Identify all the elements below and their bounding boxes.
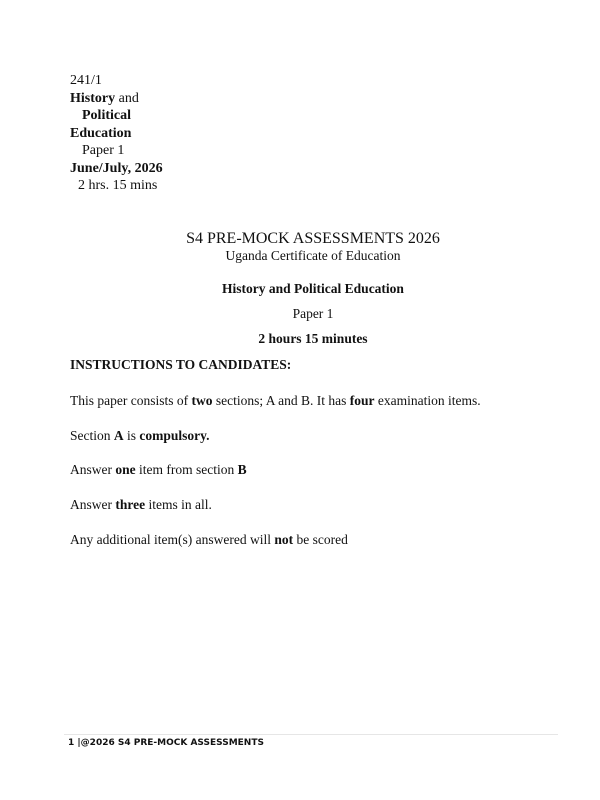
instruction-sections: This paper consists of two sections; A and B. It has four examination items.: [70, 393, 481, 408]
instruction-additional-items: Any additional item(s) answered will not be scored: [70, 532, 348, 547]
exam-date: June/July, 2026: [70, 160, 163, 176]
subject-history: History: [70, 90, 116, 106]
instruction-section-b: Answer one item from section B: [70, 462, 247, 477]
subject-line-2: Political: [82, 108, 131, 123]
page-footer: 1 |@2026 S4 PRE-MOCK ASSESSMENTS: [68, 738, 264, 748]
instruction-total-items: Answer three items in all.: [70, 497, 212, 512]
certificate-name: Uganda Certificate of Education: [225, 248, 401, 263]
paper-title: Paper 1: [292, 306, 334, 321]
instruction-compulsory: Section A is compulsory.: [70, 428, 210, 443]
subject-and: and: [115, 90, 139, 106]
exam-time: 2 hrs. 15 mins: [78, 178, 158, 193]
instructions-heading: INSTRUCTIONS TO CANDIDATES:: [70, 357, 292, 372]
assessment-title: S4 PRE-MOCK ASSESSMENTS 2026: [186, 230, 440, 247]
subject-line-1: [70, 90, 163, 108]
subject-line-3: Education: [70, 125, 132, 141]
subject-title: History and Political Education: [222, 281, 404, 296]
duration-title: 2 hours 15 minutes: [258, 331, 368, 346]
paper-number: Paper 1: [82, 143, 125, 158]
footer-divider: [64, 734, 558, 735]
paper-header-block: [70, 72, 163, 195]
paper-code: 241/1: [70, 73, 102, 88]
